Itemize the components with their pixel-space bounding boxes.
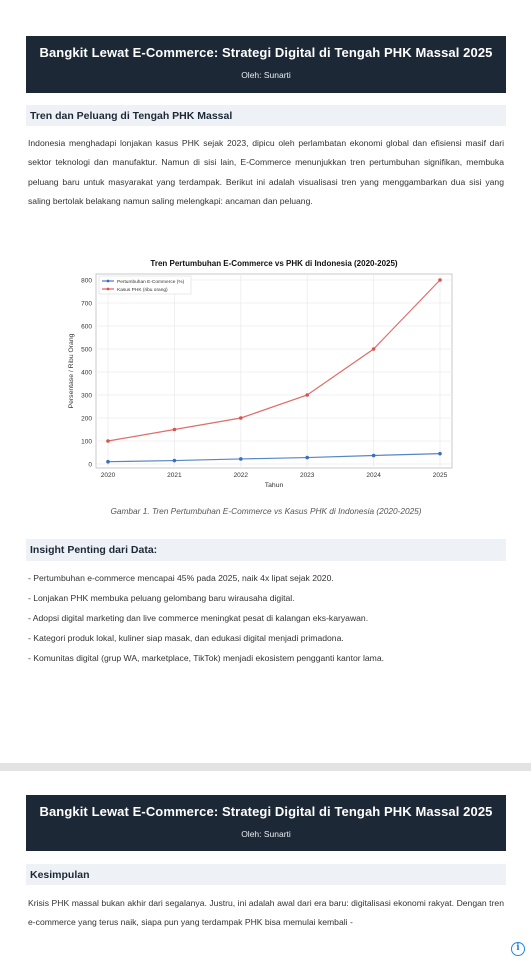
- y-tick-label: 600: [81, 323, 92, 331]
- data-point: [438, 452, 442, 456]
- document-title-2: Bangkit Lewat E-Commerce: Strategi Digital di Tengah PHK Massal 2025: [39, 804, 493, 819]
- y-tick-label: 800: [81, 277, 92, 285]
- y-tick-label: 200: [81, 415, 92, 423]
- section-heading-kesimpulan: Kesimpulan: [26, 864, 506, 885]
- legend-marker: [107, 288, 110, 291]
- chart-svg: [60, 252, 470, 502]
- x-tick-label: 2020: [100, 472, 116, 479]
- y-tick-label: 700: [81, 300, 92, 308]
- x-tick-label: 2022: [233, 472, 249, 479]
- y-axis-label: Persentase / Ribu Orang: [68, 333, 75, 409]
- section-heading-tren: Tren dan Peluang di Tengah PHK Massal: [26, 105, 506, 126]
- list-item: - Komunitas digital (grup WA, marketplace, TikTok) menjadi ekosistem pengganti kantor lama.: [28, 653, 384, 663]
- list-item: - Lonjakan PHK membuka peluang gelombang baru wirausaha digital.: [28, 593, 295, 603]
- data-point: [239, 457, 243, 461]
- data-point: [438, 278, 442, 282]
- data-point: [305, 393, 309, 397]
- y-tick-label: 100: [81, 438, 92, 446]
- chart-title: Tren Pertumbuhan E-Commerce vs PHK di Indonesia (2020-2025): [150, 259, 398, 268]
- data-point: [173, 459, 177, 463]
- x-axis-label: Tahun: [264, 482, 284, 489]
- legend-label: Pertumbuhan E-Commerce (%): [117, 280, 185, 285]
- list-item: - Adopsi digital marketing dan live commerce meningkat pesat di kalangan eks-karyawan.: [28, 613, 369, 623]
- legend-label: Kasus PHK (ribu orang): [117, 288, 168, 293]
- author-line-2: Oleh: Sunarti: [241, 829, 291, 839]
- title-banner: [26, 36, 506, 93]
- data-point: [372, 454, 376, 458]
- x-tick-label: 2025: [432, 472, 448, 479]
- line-chart: [60, 252, 470, 502]
- data-point: [305, 456, 309, 460]
- document-page-2: [0, 771, 531, 960]
- insight-heading: Insight Penting dari Data:: [26, 539, 506, 561]
- data-point: [372, 347, 376, 351]
- document-title: Bangkit Lewat E-Commerce: Strategi Digital di Tengah PHK Massal 2025: [39, 45, 493, 60]
- y-tick-label: 400: [81, 369, 92, 377]
- y-tick-label: 500: [81, 346, 92, 354]
- title-banner-2: [26, 795, 506, 851]
- info-icon[interactable]: i: [511, 942, 525, 956]
- list-item: - Pertumbuhan e-commerce mencapai 45% pada 2025, naik 4x lipat sejak 2020.: [28, 573, 334, 583]
- figure-caption: Gambar 1. Tren Pertumbuhan E-Commerce vs Kasus PHK di Indonesia (2020-2025): [110, 506, 422, 516]
- y-tick-label: 300: [81, 392, 92, 400]
- legend-marker: [107, 280, 110, 283]
- insight-list: [28, 568, 506, 668]
- y-tick-label: 0: [88, 461, 92, 469]
- data-point: [106, 460, 110, 464]
- data-point: [106, 439, 110, 443]
- x-tick-label: 2024: [366, 472, 381, 479]
- data-point: [239, 416, 243, 420]
- conclusion-paragraph: Krisis PHK massal bukan akhir dari segalanya. Justru, ini adalah awal dari era baru: digitalisasi ekonomi rakyat. Dengan tren e-commerce yang terus naik, siapa pun yang terdampak PHK bisa memulai kembali -: [28, 898, 504, 928]
- x-tick-label: 2023: [299, 472, 315, 479]
- author-line: Oleh: Sunarti: [241, 70, 291, 80]
- intro-paragraph: Indonesia menghadapi lonjakan kasus PHK sejak 2023, dipicu oleh perlambatan ekonomi global dan efisiensi masif dari sektor teknologi dan manufaktur. Namun di sisi lain, E-Commerce menunjukkan tren pertumbuhan signifikan, membuka peluang baru untuk masyarakat yang terdampak. Berikut ini adalah visualisasi tren yang menggambarkan dua sisi yang saling bertolak belakang namun saling melengkapi: ancaman dan peluang.: [28, 138, 504, 206]
- x-tick-label: 2021: [167, 472, 182, 479]
- list-item: - Kategori produk lokal, kuliner siap masak, dan edukasi digital menjadi primadona.: [28, 633, 344, 643]
- data-point: [173, 428, 177, 432]
- page-divider: [0, 763, 531, 771]
